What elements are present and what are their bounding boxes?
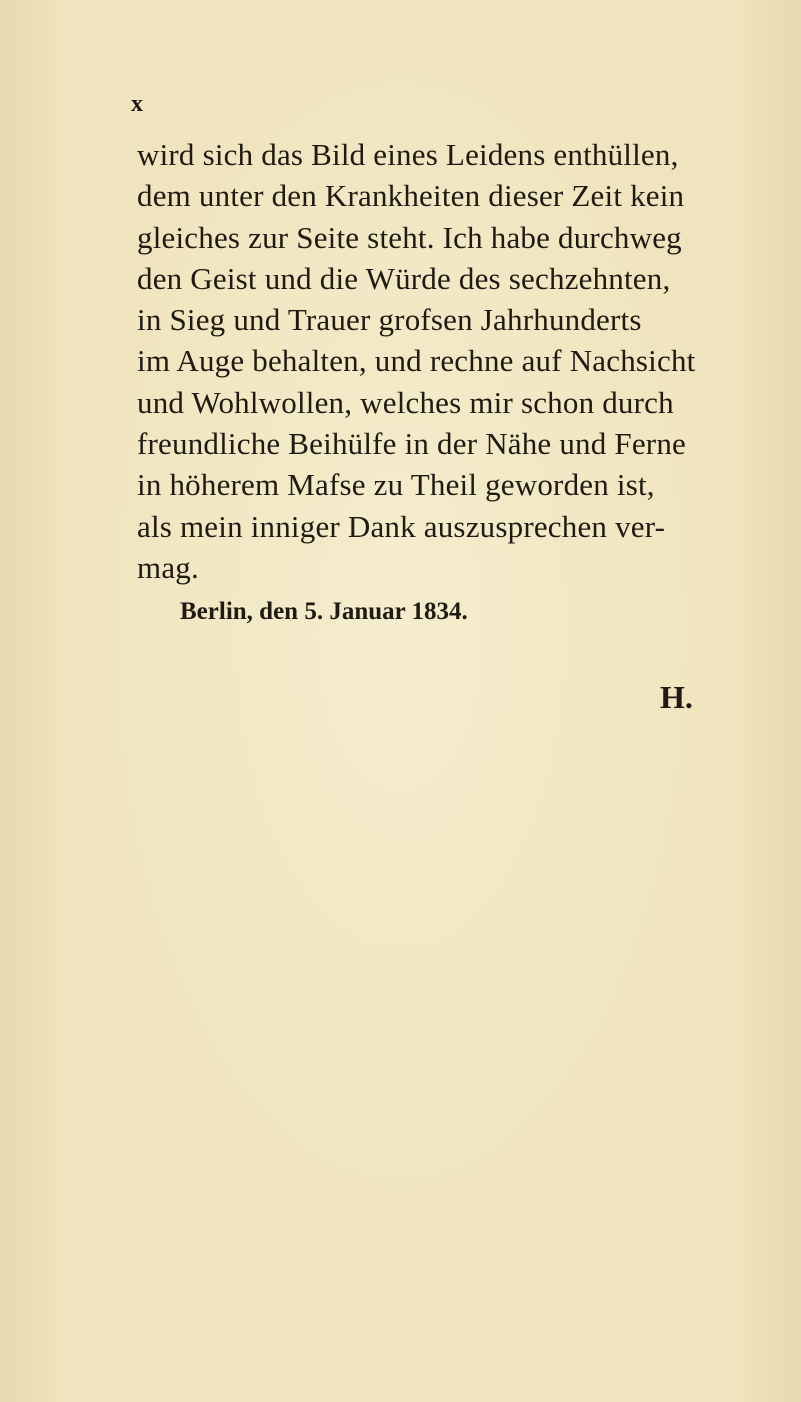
text-line: mag. (137, 549, 199, 585)
text-line: freundliche Beihülfe in der Nähe und Ferne (137, 426, 686, 462)
signature-initial: H. (660, 679, 693, 715)
text-line: in Sieg und Trauer grofsen Jahrhunderts (137, 302, 642, 338)
text-line: als mein inniger Dank auszusprechen ver- (137, 508, 666, 544)
text-line: in höherem Mafse zu Theil geworden ist, (137, 467, 655, 503)
body-text (137, 134, 757, 588)
text-line: den Geist und die Würde des sechzehnten, (137, 260, 671, 296)
text-line: und Wohlwollen, welches mir schon durch (137, 384, 674, 420)
dateline: Berlin, den 5. Januar 1834. (180, 598, 468, 625)
page-number: x (131, 91, 143, 117)
text-line: wird sich das Bild eines Leidens enthüllen, (137, 137, 679, 172)
text-line: im Auge behalten, und rechne auf Nachsicht (137, 343, 696, 379)
text-line: dem unter den Krankheiten dieser Zeit kein (137, 178, 685, 214)
text-line: gleiches zur Seite steht. Ich habe durchweg (137, 219, 682, 255)
